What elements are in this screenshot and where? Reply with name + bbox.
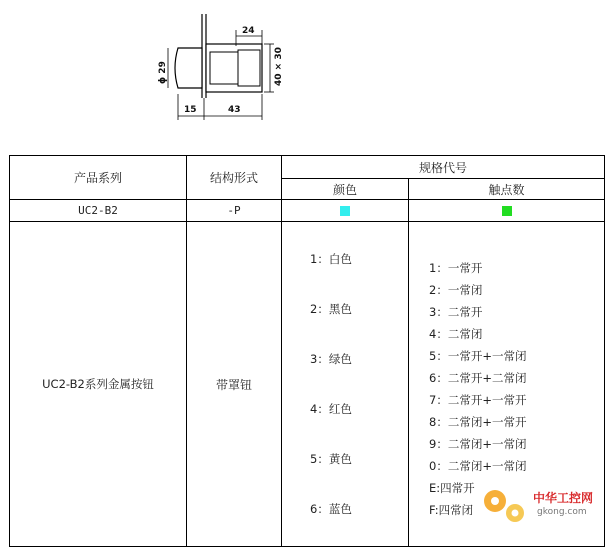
series-code: UC2-B2 — [10, 200, 187, 222]
contact-option: F:四常闭 — [429, 503, 474, 517]
contact-option: 3：二常开 — [429, 305, 483, 319]
dim-right-height: 40 × 30 — [274, 47, 284, 86]
color-option: 5：黄色 — [310, 452, 352, 466]
dimension-drawing — [150, 14, 300, 124]
color-option: 4：红色 — [310, 402, 352, 416]
gkong-watermark — [477, 481, 602, 531]
header-contacts: 触点数 — [409, 179, 605, 200]
header-color: 颜色 — [282, 179, 409, 200]
watermark-brand: 中华工控网 — [533, 491, 594, 505]
color-swatch — [340, 206, 350, 216]
color-option: 1：白色 — [310, 252, 352, 266]
dim-bottom-right: 43 — [228, 105, 241, 115]
contact-option: 1：一常开 — [429, 261, 483, 275]
contact-option: E:四常开 — [429, 481, 475, 495]
dim-bottom-left: 15 — [184, 105, 197, 115]
color-code-cell — [282, 200, 409, 222]
gear-icon — [477, 481, 533, 531]
watermark-site: gkong.com — [537, 507, 587, 517]
contact-options-list — [409, 260, 604, 518]
header-spec-code: 规格代号 — [282, 156, 605, 179]
contact-option: 6：二常开+二常闭 — [429, 371, 527, 385]
contact-option: 4：二常闭 — [429, 327, 483, 341]
contact-option: 0：二常闭+一常闭 — [429, 459, 527, 473]
contact-code-cell — [409, 200, 605, 222]
contact-option: 9：二常闭+一常闭 — [429, 437, 527, 451]
contact-option: 8：二常闭+一常开 — [429, 415, 527, 429]
contact-option: 7：二常开+一常开 — [429, 393, 527, 407]
contact-option: 5：一常开+一常闭 — [429, 349, 527, 363]
series-name: UC2-B2系列金属按钮 — [10, 222, 187, 547]
color-option: 3：绿色 — [310, 352, 352, 366]
structure-name: 带罩钮 — [187, 222, 282, 547]
contact-option: 2：一常闭 — [429, 283, 483, 297]
header-structure: 结构形式 — [187, 156, 282, 200]
structure-code: -P — [187, 200, 282, 222]
dim-diameter: ϕ 29 — [158, 61, 168, 84]
color-option: 6：蓝色 — [310, 502, 352, 516]
dim-top-width: 24 — [242, 26, 255, 36]
header-series: 产品系列 — [10, 156, 187, 200]
contact-swatch — [502, 206, 512, 216]
color-option: 2：黑色 — [310, 302, 352, 316]
colors-cell — [282, 222, 409, 547]
color-options-list — [282, 251, 408, 517]
